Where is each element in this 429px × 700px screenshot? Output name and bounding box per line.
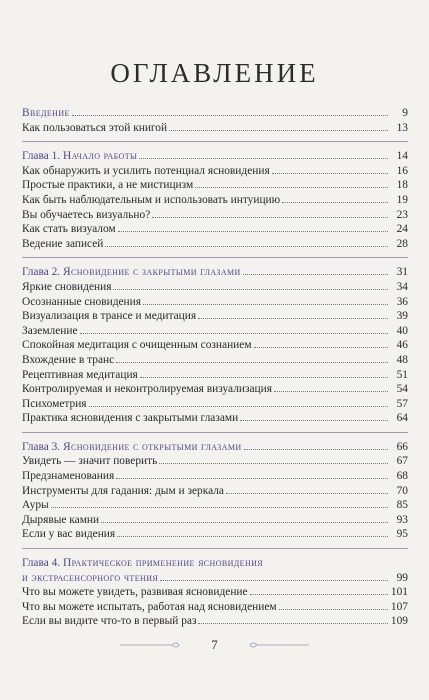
toc-entry-label: Как стать визуалом [22,223,116,236]
toc-entry[interactable] [22,527,408,542]
toc-page-number: 14 [396,150,408,163]
chapter-title: Начало работы [63,150,138,163]
toc-entry[interactable] [22,208,408,223]
toc-entry[interactable] [22,295,408,310]
toc-page-number: 51 [396,368,408,381]
toc-entry-label: Вы обучаетесь визуально? [22,208,151,221]
toc-entry-label: Предзнаменования [22,470,115,483]
section-divider [22,141,408,142]
leader-dots [72,106,388,116]
leader-dots [113,280,388,290]
leader-dots [105,237,388,247]
page-number: 7 [201,637,228,653]
toc-page-number: 40 [396,324,408,337]
leader-dots [226,484,388,494]
leader-dots [117,527,388,537]
toc-entry[interactable] [22,309,408,324]
toc-page-number: 18 [396,179,408,192]
toc-chapter-3[interactable] [22,440,408,455]
toc-entry[interactable] [22,193,408,208]
chapter-title-line2: и экстрасенсорного чтения [22,571,159,584]
toc-page-number: 19 [396,193,408,206]
toc-page-number: 67 [396,455,408,468]
toc-entry[interactable] [22,469,408,484]
chapter-prefix: Глава 2. [22,266,61,279]
left-flourish-icon [120,640,180,650]
toc-entry-label: Психометрия [22,397,87,410]
toc-entry-label: Инструменты для гадания: дым и зеркала [22,484,224,497]
toc-page-number: 24 [396,223,408,236]
toc-entry-label: Как быть наблюдательным и использовать интуицию [22,193,281,206]
leader-dots [159,454,388,464]
toc-page-number: 85 [396,499,408,512]
leader-dots [279,600,388,610]
toc-entry[interactable] [22,237,408,252]
toc-entry[interactable] [22,280,408,295]
toc-entry-label: Вхождение в транс [22,353,115,366]
toc-entry-label: Практика ясновидения с закрытыми глазами [22,412,239,425]
toc-page-number: 34 [396,280,408,293]
toc-entry-label: Яркие сновидения [22,280,112,293]
toc-page-number: 107 [390,600,408,613]
leader-dots [143,295,388,305]
chapter-prefix: Глава 4. [22,557,61,570]
leader-dots [80,324,388,334]
section-divider [22,432,408,433]
leader-dots [139,149,388,159]
chapter-prefix: Глава 3. [22,440,61,453]
leader-dots [254,338,388,348]
toc-entry-intro[interactable] [22,106,408,121]
leader-dots [243,265,388,275]
leader-dots [116,469,388,479]
leader-dots [51,498,388,508]
toc-entry[interactable] [22,484,408,499]
section-divider [22,548,408,549]
leader-dots [116,353,388,363]
toc-entry-label: Введение [22,107,70,119]
leader-dots [198,309,388,319]
toc-entry-label: Визуализация в трансе и медитация [22,310,197,323]
toc-page-number: 31 [396,266,408,279]
toc-entry[interactable] [22,498,408,513]
page-title: ОГЛАВЛЕНИЕ [110,58,319,88]
toc-chapter-2[interactable] [22,265,408,280]
toc-entry-label: Заземление [22,324,78,337]
toc-chapter-4[interactable] [22,556,408,571]
chapter-title: Ясновидение с закрытыми глазами [63,266,241,279]
toc-entry-label: Ведение записей [22,237,104,250]
toc-page-number: 93 [396,513,408,526]
leader-dots [282,193,388,203]
toc-page-number: 46 [396,339,408,352]
toc-entry[interactable] [22,222,408,237]
chapter-title: Практическое применение ясновидения [63,557,264,570]
toc-entry-label: Простые практики, а не мистицизм [22,179,194,192]
toc-entry-label: Как обнаружить и усилить потенциал ясновидения [22,164,270,177]
leader-dots [169,121,388,131]
toc-page-number: 48 [396,353,408,366]
toc-entry[interactable] [22,353,408,368]
toc-chapter-4-continued[interactable] [22,571,408,586]
leader-dots [152,208,388,218]
toc-entry-label: Увидеть — значит поверить [22,455,158,468]
toc-entry[interactable] [22,178,408,193]
toc-page-number: 109 [390,615,408,628]
toc-entry-label: Рецептивная медитация [22,368,138,381]
leader-dots [160,571,388,581]
toc-page-number: 16 [396,164,408,177]
toc-entry-label: Ауры [22,499,49,512]
toc-entry-label: Дырявые камни [22,513,100,526]
toc-entry[interactable] [22,454,408,469]
toc-entry-label: Если у вас видения [22,528,116,541]
toc-page-number: 64 [396,412,408,425]
toc-page-number: 9 [402,107,408,119]
toc-page-number: 39 [396,310,408,323]
toc-page-number: 54 [396,383,408,396]
toc-page-number: 36 [396,295,408,308]
leader-dots [118,222,388,232]
toc-entry[interactable] [22,324,408,339]
toc-page-number: 66 [396,440,408,453]
toc-page-number: 95 [396,528,408,541]
toc-page-number: 23 [396,208,408,221]
toc-page-number: 57 [396,397,408,410]
leader-dots [101,513,388,523]
toc-page-number: 28 [396,237,408,250]
toc-entry-label: Что вы можете увидеть, развивая ясновидение [22,586,248,599]
table-of-contents [22,106,408,629]
section-divider [22,257,408,258]
leader-dots [272,164,388,174]
toc-entry[interactable] [22,368,408,383]
leader-dots [250,585,388,595]
toc-page-number: 101 [390,586,408,599]
leader-dots [244,440,388,450]
toc-page-number: 70 [396,484,408,497]
leader-dots [195,178,388,188]
chapter-prefix: Глава 1. [22,150,61,163]
toc-entry-label: Осознанные сновидения [22,295,141,308]
page-footer [0,636,429,654]
toc-entry-label: Контролируемая и неконтролируемая визуализация [22,383,272,396]
chapter-title: Ясновидение с открытыми глазами [63,440,242,453]
leader-dots [198,614,388,624]
toc-entry[interactable] [22,614,408,629]
right-flourish-icon [249,640,309,650]
toc-page-number: 13 [396,121,408,134]
leader-dots [240,411,388,421]
toc-chapter-1[interactable] [22,149,408,164]
toc-entry-label: Спокойная медитация с очищенным сознанием [22,339,252,352]
toc-entry-label: Как пользоваться этой книгой [22,121,168,134]
toc-entry[interactable] [22,382,408,397]
toc-entry[interactable] [22,600,408,615]
leader-dots [89,397,388,407]
toc-entry[interactable] [22,585,408,600]
leader-dots [274,382,388,392]
toc-entry[interactable] [22,338,408,353]
toc-entry[interactable] [22,397,408,412]
toc-entry[interactable] [22,513,408,528]
toc-entry[interactable] [22,164,408,179]
leader-dots [140,368,388,378]
toc-entry-label: Что вы можете испытать, работая над ясновидением [22,600,277,613]
toc-entry[interactable] [22,411,408,426]
toc-entry-label: Если вы видите что-то в первый раз [22,615,197,628]
toc-entry[interactable] [22,121,408,136]
toc-page-number: 68 [396,470,408,483]
toc-page-number: 99 [396,571,408,584]
